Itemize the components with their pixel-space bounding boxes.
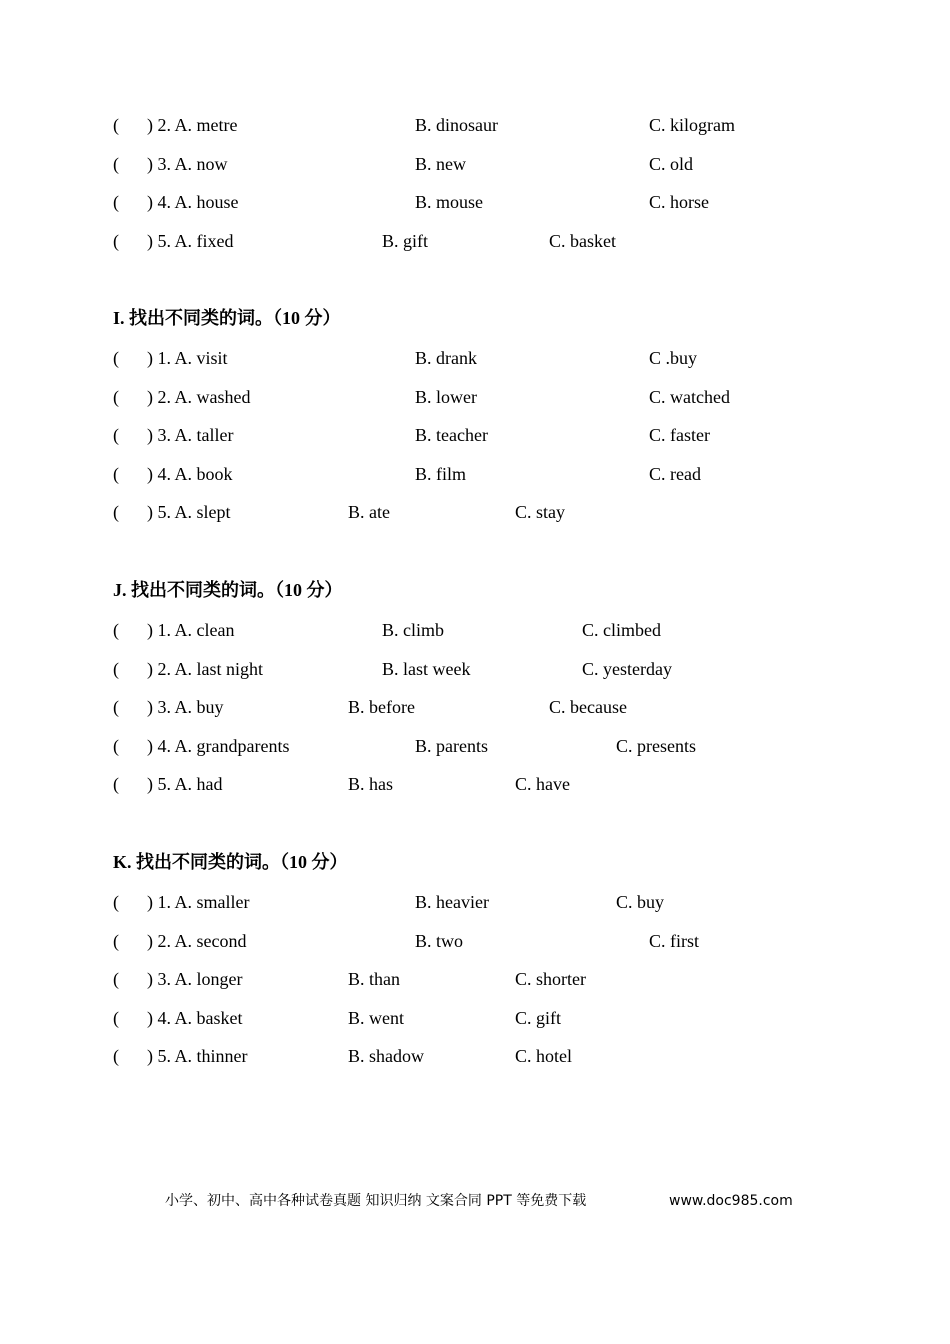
question-option-b: B. than (348, 969, 400, 989)
question-option-a: ) 5. A. had (147, 774, 223, 794)
question-option-c: C. buy (616, 892, 665, 912)
question-option-a: ) 5. A. fixed (147, 231, 234, 251)
question-option-b: B. parents (415, 736, 488, 756)
footer-url[interactable]: www.doc985.com (669, 1193, 793, 1209)
answer-paren-open: ( (113, 502, 119, 522)
question-option-b: B. has (348, 774, 393, 794)
answer-paren-open: ( (113, 348, 119, 368)
question-option-c: C. old (649, 154, 694, 174)
section-heading-i: I. 找出不同类的词。（10 分） (113, 308, 341, 328)
question-row (0, 423, 950, 447)
question-option-a: ) 4. A. basket (147, 1008, 243, 1028)
answer-paren-open: ( (113, 969, 119, 989)
answer-paren-open: ( (113, 464, 119, 484)
answer-paren-open: ( (113, 697, 119, 717)
question-option-b: B. film (415, 464, 467, 484)
question-option-b: B. lower (415, 387, 477, 407)
question-option-b: B. dinosaur (415, 115, 498, 135)
question-option-a: ) 2. A. metre (147, 115, 238, 135)
question-option-c: C. shorter (515, 969, 586, 989)
answer-paren-open: ( (113, 931, 119, 951)
question-row (0, 890, 950, 914)
question-option-b: B. new (415, 154, 466, 174)
question-row (0, 500, 950, 524)
question-option-b: B. went (348, 1008, 404, 1028)
question-option-a: ) 2. A. second (147, 931, 247, 951)
question-row (0, 734, 950, 758)
answer-paren-open: ( (113, 387, 119, 407)
question-option-c: C. read (649, 464, 701, 484)
answer-paren-open: ( (113, 774, 119, 794)
question-option-b: B. heavier (415, 892, 489, 912)
answer-paren-open: ( (113, 231, 119, 251)
question-option-c: C. gift (515, 1008, 562, 1028)
question-option-a: ) 3. A. longer (147, 969, 243, 989)
question-option-a: ) 2. A. washed (147, 387, 251, 407)
question-option-c: C. first (649, 931, 700, 951)
question-row (0, 113, 950, 137)
question-option-b: B. last week (382, 659, 471, 679)
footer-text: 小学、初中、高中各种试卷真题 知识归纳 文案合同 PPT 等免费下载 (165, 1193, 587, 1209)
question-option-b: B. before (348, 697, 415, 717)
answer-paren-open: ( (113, 892, 119, 912)
question-row (0, 229, 950, 253)
question-row (0, 346, 950, 370)
question-option-c: C .buy (649, 348, 698, 368)
question-row (0, 772, 950, 796)
question-option-b: B. two (415, 931, 464, 951)
question-row (0, 967, 950, 991)
question-option-c: C. climbed (582, 620, 661, 640)
question-option-a: ) 1. A. smaller (147, 892, 250, 912)
question-option-b: B. ate (348, 502, 390, 522)
question-option-a: ) 4. A. house (147, 192, 239, 212)
section-heading-j: J. 找出不同类的词。（10 分） (113, 580, 343, 600)
question-row (0, 1044, 950, 1068)
question-row (0, 190, 950, 214)
question-option-a: ) 5. A. slept (147, 502, 231, 522)
answer-paren-open: ( (113, 620, 119, 640)
question-option-a: ) 3. A. taller (147, 425, 234, 445)
question-option-c: C. yesterday (582, 659, 672, 679)
question-option-c: C. have (515, 774, 570, 794)
question-option-a: ) 1. A. visit (147, 348, 228, 368)
question-option-b: B. gift (382, 231, 429, 251)
question-row (0, 462, 950, 486)
answer-paren-open: ( (113, 154, 119, 174)
question-option-b: B. teacher (415, 425, 488, 445)
question-row (0, 385, 950, 409)
section-heading-k: K. 找出不同类的词。（10 分） (113, 852, 348, 872)
answer-paren-open: ( (113, 659, 119, 679)
question-row (0, 929, 950, 953)
question-option-b: B. shadow (348, 1046, 424, 1066)
question-option-b: B. drank (415, 348, 477, 368)
question-option-a: ) 4. A. grandparents (147, 736, 290, 756)
answer-paren-open: ( (113, 1046, 119, 1066)
question-option-c: C. stay (515, 502, 566, 522)
question-row (0, 695, 950, 719)
answer-paren-open: ( (113, 736, 119, 756)
page-footer (0, 1189, 950, 1213)
question-option-c: C. presents (616, 736, 696, 756)
question-option-a: ) 3. A. now (147, 154, 228, 174)
question-option-c: C. horse (649, 192, 709, 212)
question-option-c: C. because (549, 697, 627, 717)
answer-paren-open: ( (113, 192, 119, 212)
question-option-b: B. mouse (415, 192, 484, 212)
question-option-b: B. climb (382, 620, 444, 640)
question-option-a: ) 3. A. buy (147, 697, 224, 717)
question-option-a: ) 5. A. thinner (147, 1046, 248, 1066)
answer-paren-open: ( (113, 115, 119, 135)
question-option-c: C. watched (649, 387, 730, 407)
question-option-c: C. hotel (515, 1046, 572, 1066)
answer-paren-open: ( (113, 425, 119, 445)
answer-paren-open: ( (113, 1008, 119, 1028)
question-row (0, 657, 950, 681)
question-option-c: C. faster (649, 425, 710, 445)
question-row (0, 1006, 950, 1030)
question-option-c: C. kilogram (649, 115, 735, 135)
question-option-a: ) 4. A. book (147, 464, 233, 484)
question-option-a: ) 1. A. clean (147, 620, 235, 640)
question-row (0, 618, 950, 642)
question-option-a: ) 2. A. last night (147, 659, 263, 679)
question-row (0, 152, 950, 176)
question-option-c: C. basket (549, 231, 616, 251)
